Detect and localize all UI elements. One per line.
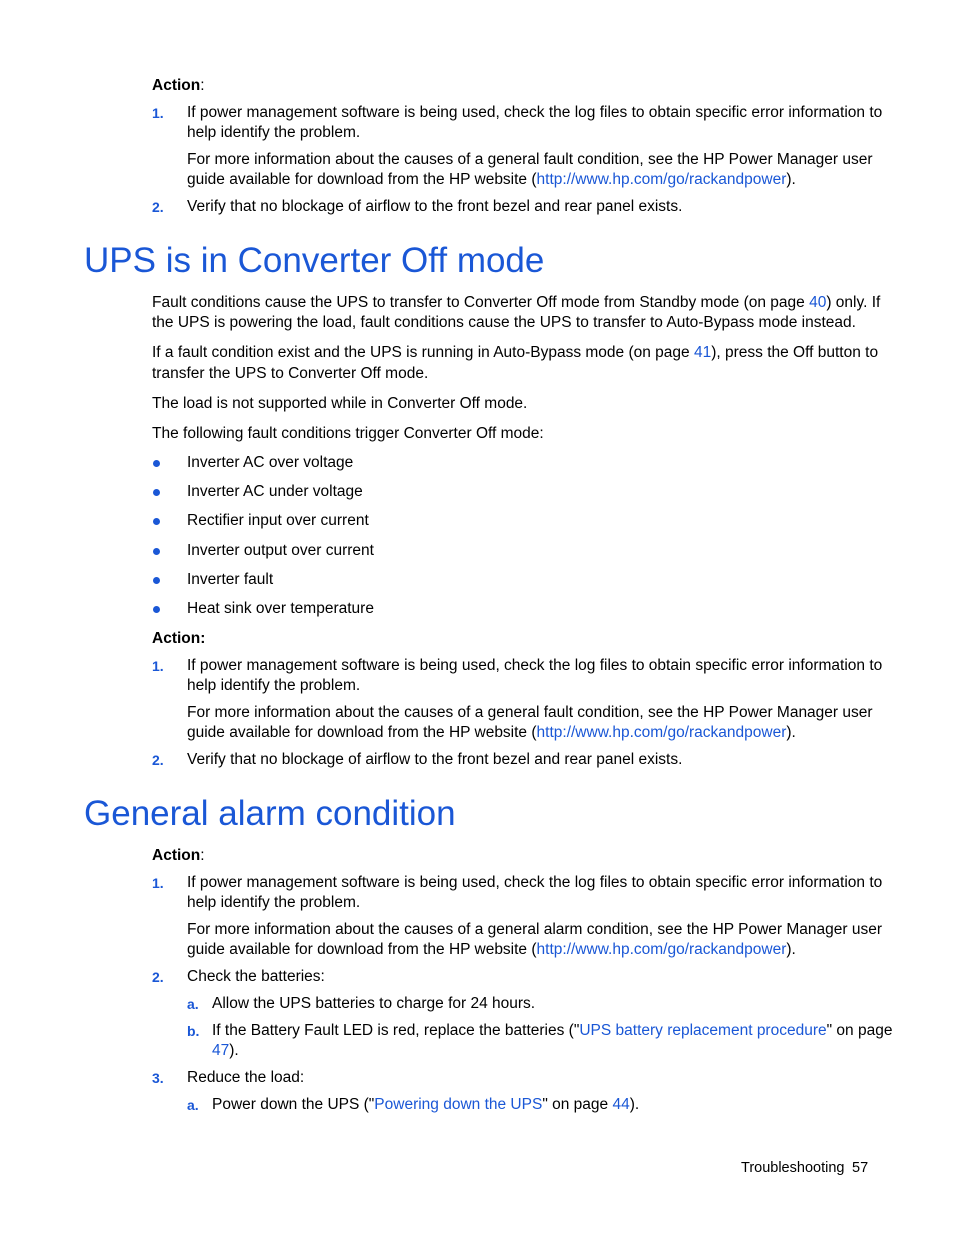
action-label: Action:: [152, 630, 206, 647]
hp-website-link[interactable]: http://www.hp.com/go/rackandpower: [536, 724, 787, 741]
page-link[interactable]: 47: [212, 1042, 230, 1059]
list-number: 1.: [152, 875, 164, 891]
paragraph: guide available for download from the HP website (http://www.hp.com/go/rackandpower).: [187, 171, 796, 188]
section-heading: General alarm condition: [84, 794, 456, 833]
bullet-icon: [153, 606, 160, 613]
list-item: Inverter output over current: [187, 542, 374, 559]
paragraph: the UPS is powering the load, fault conditions cause the UPS to transfer to Auto-Bypass mode instead.: [152, 314, 856, 331]
paragraph: For more information about the causes of a general alarm condition, see the HP Power Manager user: [187, 921, 883, 938]
sublist-item-text: Power down the UPS ("Powering down the UPS" on page 44).: [212, 1096, 640, 1113]
list-item-text: help identify the problem.: [187, 124, 361, 141]
footer-page-number: 57: [852, 1160, 869, 1176]
list-item: Inverter AC over voltage: [187, 454, 354, 471]
sublist-item-text: 47).: [212, 1042, 239, 1059]
list-number: 2.: [152, 199, 164, 215]
list-number: 1.: [152, 105, 164, 121]
sublist-item-text: If the Battery Fault LED is red, replace the batteries ("UPS battery replacement procedure" on page: [212, 1022, 893, 1039]
list-item: Inverter AC under voltage: [187, 483, 363, 500]
bullet-icon: [153, 489, 160, 496]
hp-website-link[interactable]: http://www.hp.com/go/rackandpower: [536, 171, 787, 188]
sublist-letter: a.: [187, 1097, 199, 1113]
sublist-letter: b.: [187, 1023, 200, 1039]
footer-section-name: Troubleshooting: [741, 1160, 845, 1176]
paragraph: guide available for download from the HP website (http://www.hp.com/go/rackandpower).: [187, 941, 796, 958]
list-item-text: If power management software is being used, check the log files to obtain specific error information to: [187, 104, 883, 121]
list-item-text: help identify the problem.: [187, 894, 361, 911]
list-item-text: Check the batteries:: [187, 968, 325, 985]
bullet-icon: [153, 548, 160, 555]
paragraph: For more information about the causes of a general fault condition, see the HP Power Manager user: [187, 151, 873, 168]
list-number: 3.: [152, 1070, 164, 1086]
list-item: Heat sink over temperature: [187, 600, 374, 617]
sublist-letter: a.: [187, 996, 199, 1012]
bullet-icon: [153, 518, 160, 525]
page-link[interactable]: 40: [809, 294, 827, 311]
list-item-text: Reduce the load:: [187, 1069, 305, 1086]
hp-website-link[interactable]: http://www.hp.com/go/rackandpower: [536, 941, 787, 958]
list-item-text: If power management software is being used, check the log files to obtain specific error information to: [187, 657, 883, 674]
page-link[interactable]: 41: [693, 344, 712, 361]
list-item-text: If power management software is being used, check the log files to obtain specific error information to: [187, 874, 883, 891]
sublist-item-text: Allow the UPS batteries to charge for 24 hours.: [212, 995, 536, 1012]
list-item: Inverter fault: [187, 571, 274, 588]
battery-replacement-link[interactable]: UPS battery replacement procedure: [579, 1022, 827, 1039]
powering-down-link[interactable]: Powering down the UPS: [374, 1096, 543, 1113]
list-number: 2.: [152, 752, 164, 768]
paragraph: guide available for download from the HP website (http://www.hp.com/go/rackandpower).: [187, 724, 796, 741]
paragraph: The following fault conditions trigger Converter Off mode:: [152, 425, 544, 442]
bullet-icon: [153, 577, 160, 584]
paragraph: The load is not supported while in Converter Off mode.: [152, 395, 528, 412]
section-heading: UPS is in Converter Off mode: [84, 241, 545, 280]
list-number: 1.: [152, 658, 164, 674]
action-label: Action:: [152, 847, 205, 864]
bullet-icon: [153, 460, 160, 467]
list-item-text: help identify the problem.: [187, 677, 361, 694]
list-item: Rectifier input over current: [187, 512, 369, 529]
page-link[interactable]: 44: [612, 1096, 630, 1113]
paragraph: Fault conditions cause the UPS to transfer to Converter Off mode from Standby mode (on page 40) only. If: [152, 294, 881, 311]
paragraph: If a fault condition exist and the UPS is running in Auto-Bypass mode (on page 41), press the Off button to: [152, 344, 879, 361]
paragraph: transfer the UPS to Converter Off mode.: [152, 365, 429, 382]
list-number: 2.: [152, 969, 164, 985]
action-label: Action:: [152, 77, 205, 94]
list-item-text: Verify that no blockage of airflow to the front bezel and rear panel exists.: [187, 198, 683, 215]
list-item-text: Verify that no blockage of airflow to the front bezel and rear panel exists.: [187, 751, 683, 768]
paragraph: For more information about the causes of a general fault condition, see the HP Power Manager user: [187, 704, 873, 721]
